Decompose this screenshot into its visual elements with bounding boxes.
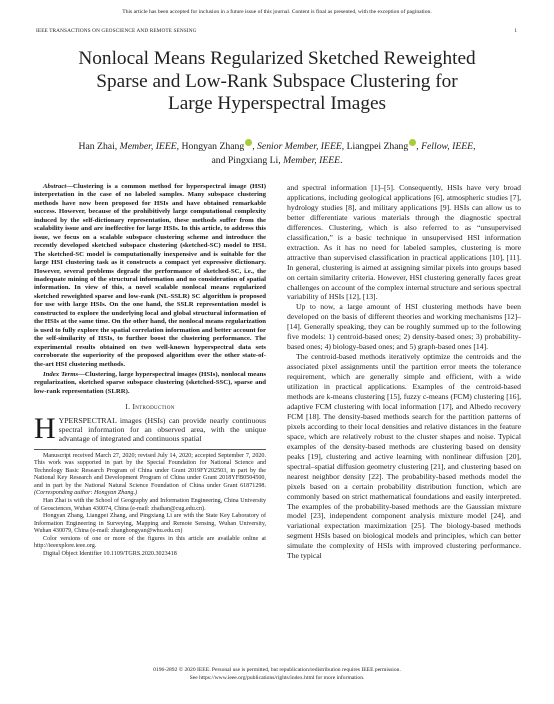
body-paragraph: and spectral information [1]–[5]. Consequently, HSIs have very broad applications, including geological applications [6], atmospheric studies [7], hydrology studies [8], and military applications [9]. HSIs can allow us to better differentiate various materials through the diagnostic spectral differences. Clustering, which is also referred to as “unsupervised classification,” is a basic technique in unsupervised HSI information extraction. As it has no need for labeled samples, clustering is more attractive than supervised classification in practical applications [10], [11]. In general, clustering is aimed at assigning similar pixels into groups based on certain similarity criteria. However, HSI clustering generally faces great challenges on account of the complex internal structure and serious spectral variability of HSIs [12], [13]. — [287, 183, 521, 302]
footnote: Digital Object Identifier 10.1109/TGRS.2020.3023418 — [43, 550, 177, 557]
page-number: 1 — [514, 28, 517, 34]
footnote — [34, 453, 266, 498]
copyright-line: See https://www.ieee.org/publications/rights/index.html for more information. — [189, 674, 365, 681]
footnote-text: Manuscript received March 27, 2020; revised July 14, 2020; accepted September 7, 2020. This work was supported in part by the Special Foundation for National Science and Technology Basic Research Program of China under Grant 2019FY202503, in part by the National Key Research and Development Program of China under Grant 2018YFB0504500, and in part by the National Natural Science Foundation of China under Grant 61871298. — [34, 452, 266, 489]
copyright-line: 0196-2892 © 2020 IEEE. Personal use is permitted, but republication/redistribution requires IEEE permission. — [153, 667, 401, 673]
abstract-label: Abstract — [43, 183, 67, 190]
footnote: Hongyan Zhang, Liangpei Zhang, and Pingxiang Li are with the State Key Laboratory of Information Engineering in Surveying, Mapping and Remote Sensing, Wuhan University, Wuhan 430079, China (e-mail: zhanghongyan@whu.edu.cn) — [34, 513, 266, 535]
abstract-text: —Clustering is a common method for hyperspectral image (HSI) interpretation in the case of no labeled samples. Many subspace clustering methods have now been proposed for HSIs and have obtained remarkable success. However, because of the prohibitively large computational complexity induced by the self-dictionary representation, these methods suffer from the scalability issue and are ineffective for large HSIs. In this article, to address this issue, we focus on a scalable subspace clustering scheme and introduce the recently developed sketched subspace clustering (sketched-SC) model to HSI. The sketched-SC model is computationally inexpensive and is suitable for the large HSI clustering task as it constructs a compact yet expressive dictionary. However, several problems degrade the performance of sketched-SC, i.e., the inadequate mining of the structural information and no consideration of spatial information. In view of this, a novel scalable nonlocal means regularized sketched reweighted sparse and low-rank (NL-SSLR) SC algorithm is proposed for use with large HSIs. On the one hand, the SSLR representation model is constructed to explore the underlying local and global structural information of the HSIs at the same time. On the other hand, the nonlocal means regularization is used to fully explore the spatial correlation information and better account for the self-similarity of HSIs, to further boost the clustering performance. The experimental results obtained on two well-known hyperspectral data sets corroborate the superiority of the proposed algorithm over the other state-of-the-art HSI clustering methods. — [34, 183, 266, 368]
index-terms-label: Index Terms — [43, 370, 79, 378]
author-name: , Liangpei Zhang — [341, 141, 409, 152]
acceptance-notice: This article has been accepted for inclusion in a future issue of this journal. Content is final as presented, with the exception of pagination. — [122, 9, 432, 15]
footnote: Han Zhai is with the School of Geography and Information Engineering, China University of Geosciences, Wuhan 430074, China (e-mail: zhaihan@cug.edu.cn). — [34, 497, 266, 512]
intro-paragraph — [34, 411, 266, 445]
author-name: Han Zhai, — [78, 141, 120, 152]
body-paragraph: The centroid-based methods iteratively optimize the centroids and the associated pixel assignments until the partition error meets the tolerance requirement, which are generally simple and efficient, with a wide utilization in practical applications. Examples of the centroid-based methods are k-means clustering [15], fuzzy c-means (FCM) clustering [16], adaptive FCM clustering with local information [17], and Albedo recovery FCM [18]. The density-based methods search for the partition patterns of pixels according to their local densities and relative distances in the feature space, which are relatively robust to the cluster shapes and noise. Typical examples of the density-based methods are clustering based on density peaks [19], clustering and active learning with nonlinear diffusion [20], spectral–spatial diffusion geometry clustering [21], and clustering based on nearest neighbor density [22]. The probability-based methods model the pixels based on a certain probability distribution function, which are commonly based on strict mathematical foundations and easily interpreted. The examples of the probability-based methods are the Gaussian mixture model [23], independent component analysis mixture model [24], and variational expectation maximization [25]. The biology-based methods segment HSIs based on biological models and principles, which can better simulate the complexity of HSIs with improved clustering performance. The typical — [287, 352, 521, 561]
left-column — [34, 183, 266, 558]
author-role: Senior Member, IEEE — [257, 141, 342, 152]
author-role: Fellow, IEEE — [421, 141, 474, 152]
copyright-notice — [0, 667, 554, 682]
body-paragraph: Up to now, a large amount of HSI clustering methods have been developed on the basis of different theories and working mechanisms [12]–[14]. Generally speaking, they can be roughly summed up to the following five models: 1) centroid-based ones; 2) density-based ones; 3) probability-based ones; 4) biology-based ones; and 5) graph-based ones [14]. — [287, 302, 521, 352]
footnotes — [34, 453, 266, 559]
title-line: Large Hyperspectral Images — [167, 93, 387, 114]
title-line: Nonlocal Means Regularized Sketched Reweighted — [78, 48, 476, 69]
corresponding-author: (Corresponding author: Hongyan Zhang.) — [34, 490, 138, 497]
author-list: Han Zhai, Member, IEEE, Hongyan Zhang , Senior Member, IEEE, Liangpei Zhang , Fellow, IEEE, and Pingxiang Li, Member, IEEE. — [78, 141, 476, 166]
abstract — [34, 183, 266, 369]
author-name: and Pingxiang Li, — [211, 154, 284, 166]
author-role: Member, IEEE — [283, 154, 341, 166]
footnote-divider — [34, 449, 266, 450]
drop-cap: H — [34, 411, 56, 445]
orcid-icon[interactable] — [409, 139, 416, 146]
index-terms — [34, 371, 266, 396]
paper-title — [20, 48, 534, 116]
index-terms-text: —Clustering, large hyperspectral images (HSIs), nonlocal means regularization, sketched sparse subspace clustering (sketched-SSC), sparse and low-rank representation (SLRR). — [34, 370, 266, 395]
section-heading: I. Introduction — [125, 402, 175, 412]
footnote: Color versions of one or more of the figures in this article are available online at http://ieeexplore.ieee.org. — [34, 535, 266, 550]
author-role: Member, IEEE — [119, 141, 177, 152]
title-line: Sparse and Low-Rank Subspace Clustering for — [96, 70, 458, 92]
author-name: , Hongyan Zhang — [176, 141, 245, 152]
intro-text: YPERSPECTRAL images (HSIs) can provide nearly continuous spectral information for an observed area, with the unique advantage of integrated and continuous spatial — [58, 415, 266, 444]
right-column — [287, 183, 521, 561]
journal-header: IEEE TRANSACTIONS ON GEOSCIENCE AND REMOTE SENSING — [36, 28, 197, 34]
orcid-icon[interactable] — [245, 139, 252, 146]
